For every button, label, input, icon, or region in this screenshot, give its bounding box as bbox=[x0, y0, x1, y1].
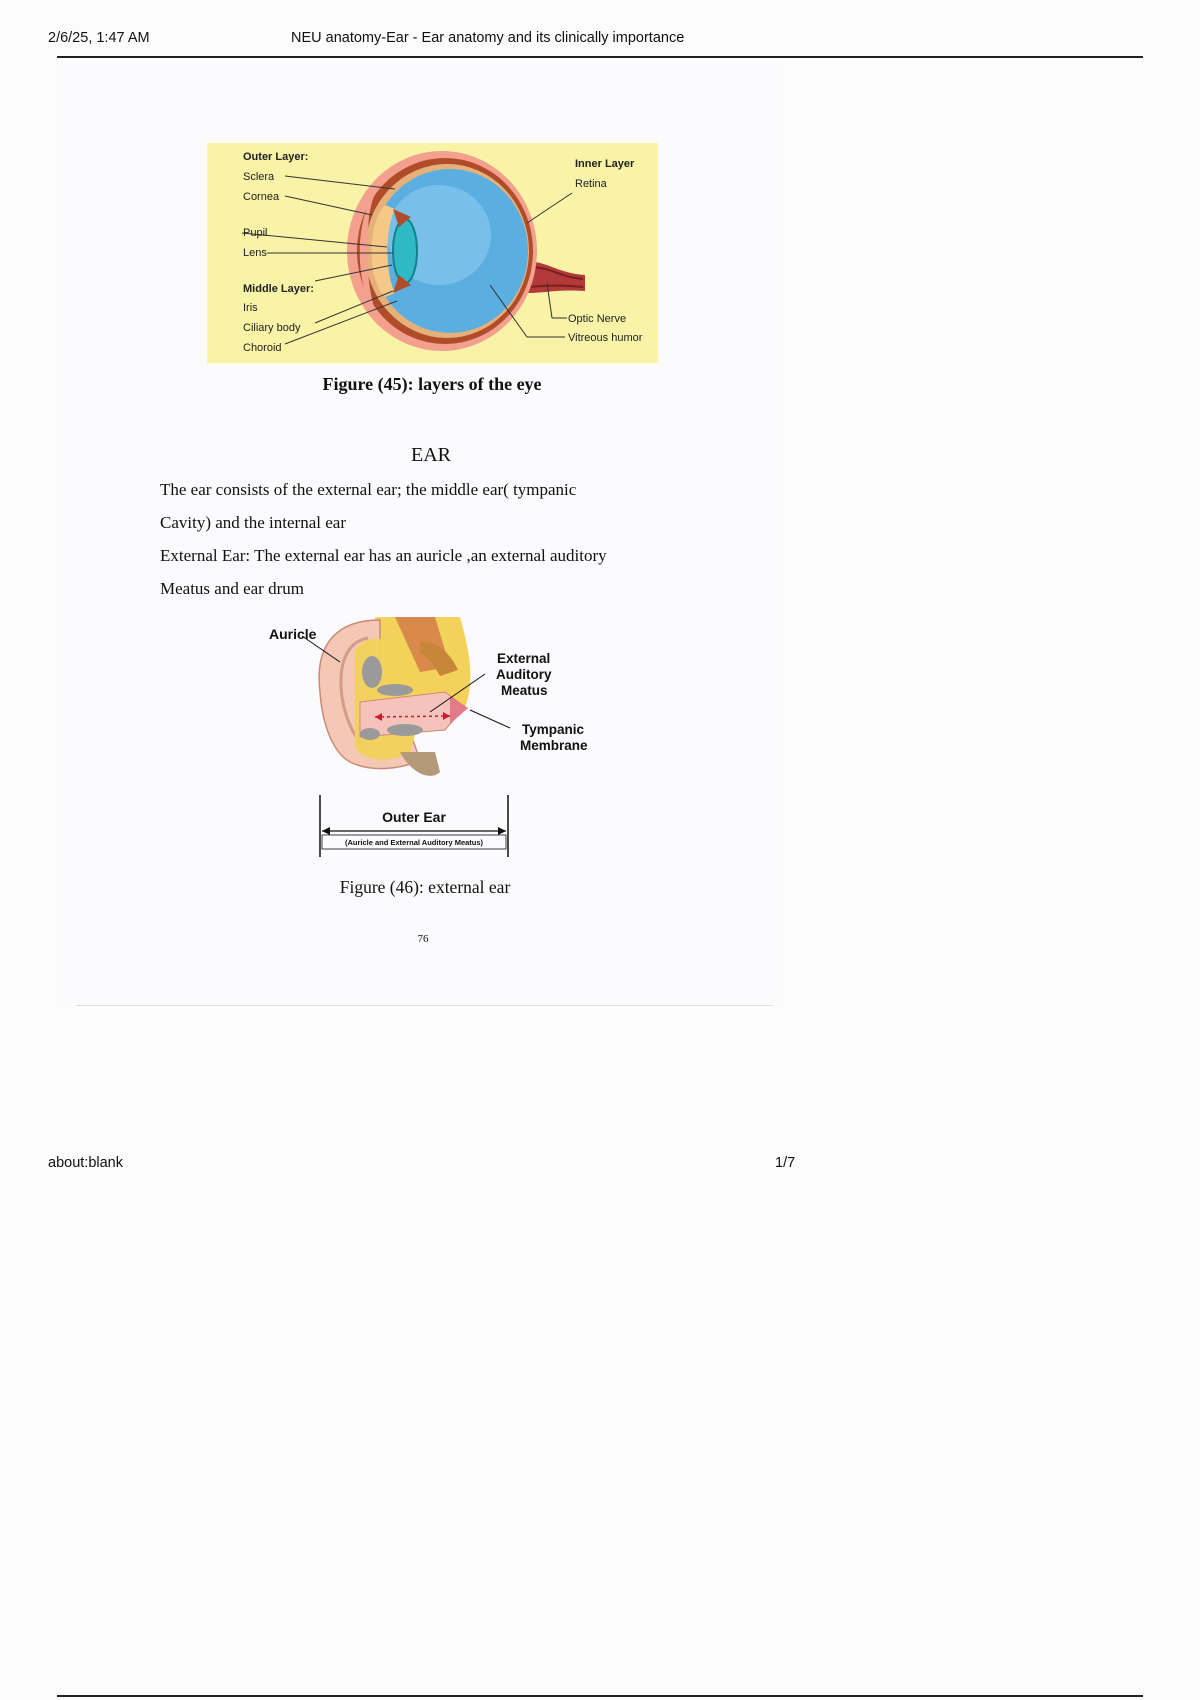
paragraph-line: Cavity) and the internal ear bbox=[160, 513, 346, 532]
ear-label-tm-2: Membrane bbox=[520, 738, 588, 753]
eye-label-sclera: Sclera bbox=[243, 171, 275, 183]
ear-label-auricle: Auricle bbox=[269, 626, 317, 642]
figure-45-caption: Figure (45): layers of the eye bbox=[322, 374, 542, 394]
eye-label-retina: Retina bbox=[575, 178, 607, 190]
eye-label-ciliary-body: Ciliary body bbox=[243, 322, 301, 334]
ear-label-outer-ear-sub: (Auricle and External Auditory Meatus) bbox=[344, 838, 484, 847]
ear-label-eam-3: Meatus bbox=[501, 683, 548, 698]
ear-label-eam-2: Auditory bbox=[496, 667, 552, 682]
paragraph-line: External Ear: The external ear has an auricle ,an external auditory bbox=[160, 546, 607, 565]
print-page-count: 1/7 bbox=[775, 1155, 796, 1171]
eye-label-inner-layer: Inner Layer bbox=[575, 158, 635, 170]
eye-label-pupil: Pupil bbox=[243, 227, 268, 239]
eye-label-vitreous-humor: Vitreous humor bbox=[568, 332, 643, 344]
external-ear-figure bbox=[260, 612, 610, 862]
print-page-title: NEU anatomy-Ear - Ear anatomy and its clinically importance bbox=[291, 30, 685, 46]
eye-layers-figure bbox=[207, 143, 658, 363]
print-url: about:blank bbox=[48, 1155, 123, 1171]
figure-46-caption: Figure (46): external ear bbox=[339, 877, 511, 897]
eye-label-iris: Iris bbox=[243, 302, 258, 314]
ear-label-tm-1: Tympanic bbox=[522, 722, 585, 737]
footer-rule bbox=[57, 1695, 1143, 1697]
eye-label-outer-layer: Outer Layer: bbox=[243, 151, 309, 163]
paragraph-line: Meatus and ear drum bbox=[160, 579, 304, 598]
eye-label-lens: Lens bbox=[243, 247, 267, 259]
eye-label-choroid: Choroid bbox=[243, 342, 282, 354]
eye-label-middle-layer: Middle Layer: bbox=[243, 283, 314, 295]
eye-label-cornea: Cornea bbox=[243, 191, 280, 203]
page-divider bbox=[76, 1005, 773, 1006]
ear-label-outer-ear: Outer Ear bbox=[382, 809, 446, 825]
section-title-ear: EAR bbox=[411, 444, 451, 466]
ear-label-eam-1: External bbox=[497, 651, 551, 666]
print-timestamp: 2/6/25, 1:47 AM bbox=[48, 30, 150, 46]
eye-label-optic-nerve: Optic Nerve bbox=[568, 313, 627, 325]
header-rule bbox=[57, 56, 1143, 58]
paragraph-line: The ear consists of the external ear; the middle ear( tympanic bbox=[160, 480, 577, 499]
page-number: 76 bbox=[417, 933, 429, 945]
